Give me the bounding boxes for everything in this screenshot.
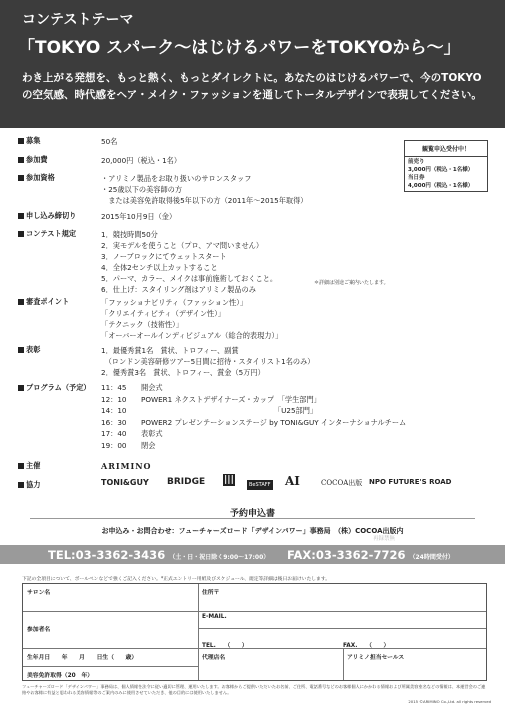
barcode-logo: ||| [224,475,234,485]
privacy-note: フューチャーズロード「デザインパワー」事務局は、個人情報を法令に従い適切に管理、運用いたします。お客様からご提供いただいたお名前、ご住所、電話番号などのお客様個人にかかわる情報および所属美容室名などの情報は、本運営会のご連絡やお客様に有益と思われる美容情報等のご案内のみに使用させていただき、他の目的には使用いたしません。 [22,684,486,695]
form-note: 下記の全項目について、ボールペンなどで強くご記入ください。*正式エントリー用紙及びスケジュール、規定等詳細は後日お届けいたします。 [22,577,331,582]
fee-value: 20,000円（税込・1名） [101,156,182,165]
host-label: 主催 [18,461,40,471]
application-form [22,583,487,681]
awards-value: 1．最優秀賞1名 賞状、トロフィー、副賞 （ロンドン美容研修ツアー5日間に招待・スタイリスト1名のみ） 2．優秀賞3名 賞状、トロフィー、賞金（5万円） [101,346,315,377]
judging-value: 「ファッショナビリティ（ファッション性）」 「クリエイティビティ（デザイン性）」 「テクニック（技術性）」 「オーバーオールインディビジュアル（総合的表現力）」 [101,298,283,340]
theme-kicker: コンテストテーマ [22,12,134,28]
deadline-label: 申し込み締切り [18,211,76,221]
form-divider [343,648,344,680]
bridge-logo: BRIDGE [167,477,206,487]
tel-fax-bar [0,545,505,564]
birth-field[interactable]: 生年月日 年 月 日生（ 歳） [27,655,138,661]
fax-number[interactable]: FAX:03-3362-7726 （24時間受付） [287,548,454,562]
cooperation-label: 協力 [18,480,40,490]
rules-note: ＊詳細は別途ご案内いたします。 [314,280,389,286]
recruit-value: 50名 [101,137,118,146]
theme-lead: わき上がる発想を、もっと熱く、もっとダイレクトに。あなたのはじけるパワーで、今のTOKYOの空気感、時代感をヘア・メイク・ファッションを通してトータルデザインで表現してください。 [22,72,482,101]
rules-label: コンテスト規定 [18,229,76,239]
license-field[interactable]: 美容免許取得（20 年） [27,673,94,679]
fax-field[interactable]: FAX. （ ） [343,643,390,649]
cocoa-logo: COCOA出版 [321,479,363,487]
ai-logo: AI [285,474,300,488]
viewing-lines: 前売り 3,000円（税込・1名様） 当日券 4,000円（税込・1名様） [408,159,474,189]
viewing-box [404,140,488,192]
cooperation-logos [101,474,491,496]
eligibility-value: ・アリミノ製品をお取り扱いのサロンスタッフ ・25歳以下の美容師の方 または美容免許取得後5年以下の方（2011年～2015年取得） [101,174,308,205]
recruit-label: 募集 [18,136,40,146]
contact-line: お申込み・お問合わせ：フューチャーズロード「デザインパワー」事務局 （株）COCOA出版内 [101,527,404,535]
theme-title: 「TOKYO スパーク～はじけるパワーをTOKYOから～」 [18,38,461,58]
bestaff-logo: BeSTAFF [249,482,271,488]
form-divider [199,628,486,629]
sales-field[interactable]: アリミノ担当セールス [347,655,405,661]
toniguy-logo: TONI&GUY [101,478,149,487]
participant-field[interactable]: 参加者名 [27,627,51,633]
header-banner [0,0,505,128]
eligibility-label: 参加資格 [18,173,55,183]
form-divider [23,611,486,612]
application-title: 予約申込書 [229,509,275,519]
viewing-title: 観覧申込受付中！ [405,141,487,157]
awards-label: 表彰 [18,345,40,355]
futures-road-logo: NPO FUTURE'S ROAD [369,478,452,486]
tel-number[interactable]: TEL:03-3362-3436 （土・日・祝日除く9:00～17:00） [48,548,270,562]
fee-label: 参加費 [18,155,48,165]
deadline-value: 2015年10月9日（金） [101,212,177,221]
form-divider [23,648,486,649]
copyright: 2015 ©ARIMINO Co.,Ltd. all rights reserved [408,699,491,704]
agency-field[interactable]: 代理店名 [202,655,226,661]
rules-value: 1．競技時間50分 2．実モデルを使うこと（プロ、アマ問いません） 3．ノーブロックにてウェットスタート 4．全体2センチ以上カットすること 5．パーマ、カラー、メイクは事前施術しておくこと。 6．仕上げ：スタイリング剤はアリミノ製品のみ [101,230,278,294]
address-field[interactable]: 住所〒 [202,590,220,596]
form-divider [23,666,198,667]
form-divider [198,584,199,680]
program-label: プログラム（予定） [18,383,91,393]
email-field[interactable]: E-MAIL. [202,614,227,620]
divider [30,518,475,519]
stamp: 再録禁無 [373,536,396,542]
salon-field[interactable]: サロン名 [27,590,51,596]
tel-field[interactable]: TEL. （ ） [202,643,248,649]
judging-label: 審査ポイント [18,297,69,307]
arimino-logo: ARIMINO [101,461,152,471]
